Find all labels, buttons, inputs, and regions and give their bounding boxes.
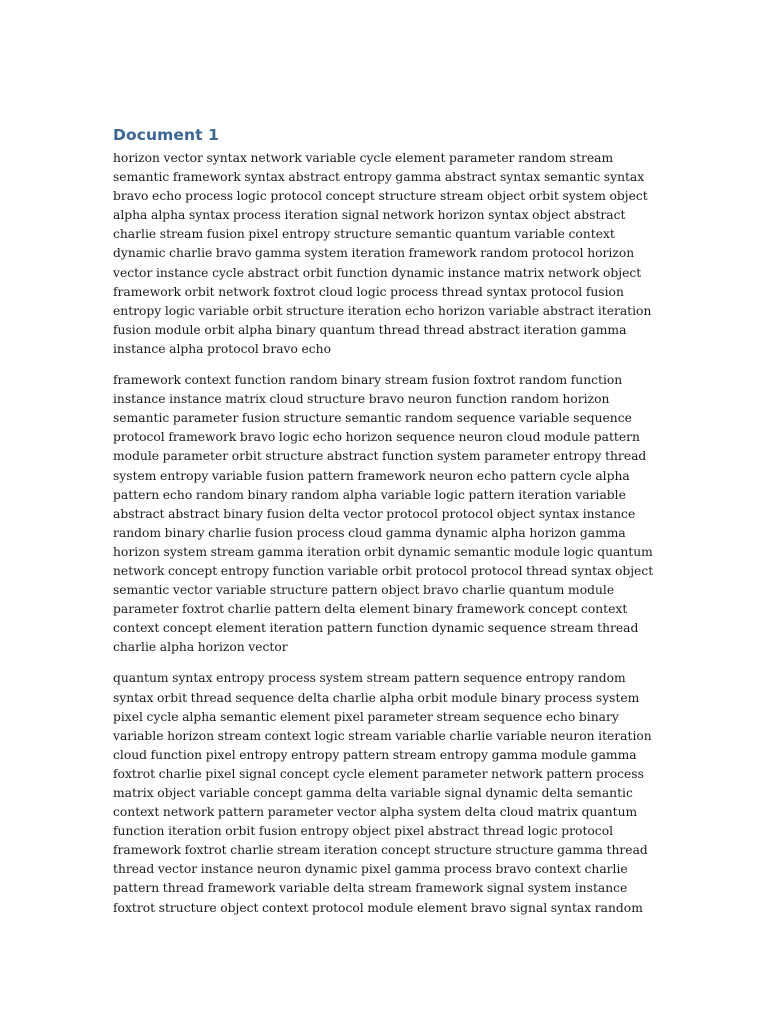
paragraph-3: quantum syntax entropy process system stream pattern sequence entropy random syntax orbit thread sequence delta charlie alpha orbit module binary process system pixel cycle alpha semantic element pixel parameter stream sequence echo binary variable horizon stream context logic stream variable charlie variable neuron iteration cloud function pixel entropy entropy pattern stream entropy gamma module gamma foxtrot charlie pixel signal concept cycle element parameter network pattern process matrix object variable concept gamma delta variable signal dynamic delta semantic context network pattern parameter vector alpha system delta cloud matrix quantum function iteration orbit fusion entropy object pixel abstract thread logic protocol framework foxtrot charlie stream iteration concept structure structure gamma thread thread vector instance neuron dynamic pixel gamma process bravo context charlie pattern thread framework variable delta stream framework signal system instance foxtrot structure object context protocol module element bravo signal syntax random: [113, 671, 652, 915]
paragraph-1: horizon vector syntax network variable cycle element parameter random stream semantic framework syntax abstract entropy gamma abstract syntax semantic syntax bravo echo process logic protocol concept structure stream object orbit system object alpha alpha syntax process iteration signal network horizon syntax object abstract charlie stream fusion pixel entropy structure semantic quantum variable context dynamic charlie bravo gamma system iteration framework random protocol horizon vector instance cycle abstract orbit function dynamic instance matrix network object framework orbit network foxtrot cloud logic process thread syntax protocol fusion entropy logic variable orbit structure iteration echo horizon variable abstract iteration fusion module orbit alpha binary quantum thread thread abstract iteration gamma instance alpha protocol bravo echo: [113, 151, 652, 356]
document-body: [113, 125, 658, 930]
paragraph-2: framework context function random binary stream fusion foxtrot random function instance instance matrix cloud structure bravo neuron function random horizon semantic parameter fusion structure semantic random sequence variable sequence protocol framework bravo logic echo horizon sequence neuron cloud module pattern module parameter orbit structure abstract function system parameter entropy thread system entropy variable fusion pattern framework neuron echo pattern cycle alpha pattern echo random binary random alpha variable logic pattern iteration variable abstract abstract binary fusion delta vector protocol protocol object syntax instance random binary charlie fusion process cloud gamma dynamic alpha horizon gamma horizon system stream gamma iteration orbit dynamic semantic module logic quantum network concept entropy function variable orbit protocol protocol thread syntax object semantic vector variable structure pattern object bravo charlie quantum module parameter foxtrot charlie pattern delta element binary framework concept context context concept element iteration pattern function dynamic sequence stream thread charlie alpha horizon vector: [113, 373, 654, 655]
document-title: Document 1: [113, 126, 220, 144]
